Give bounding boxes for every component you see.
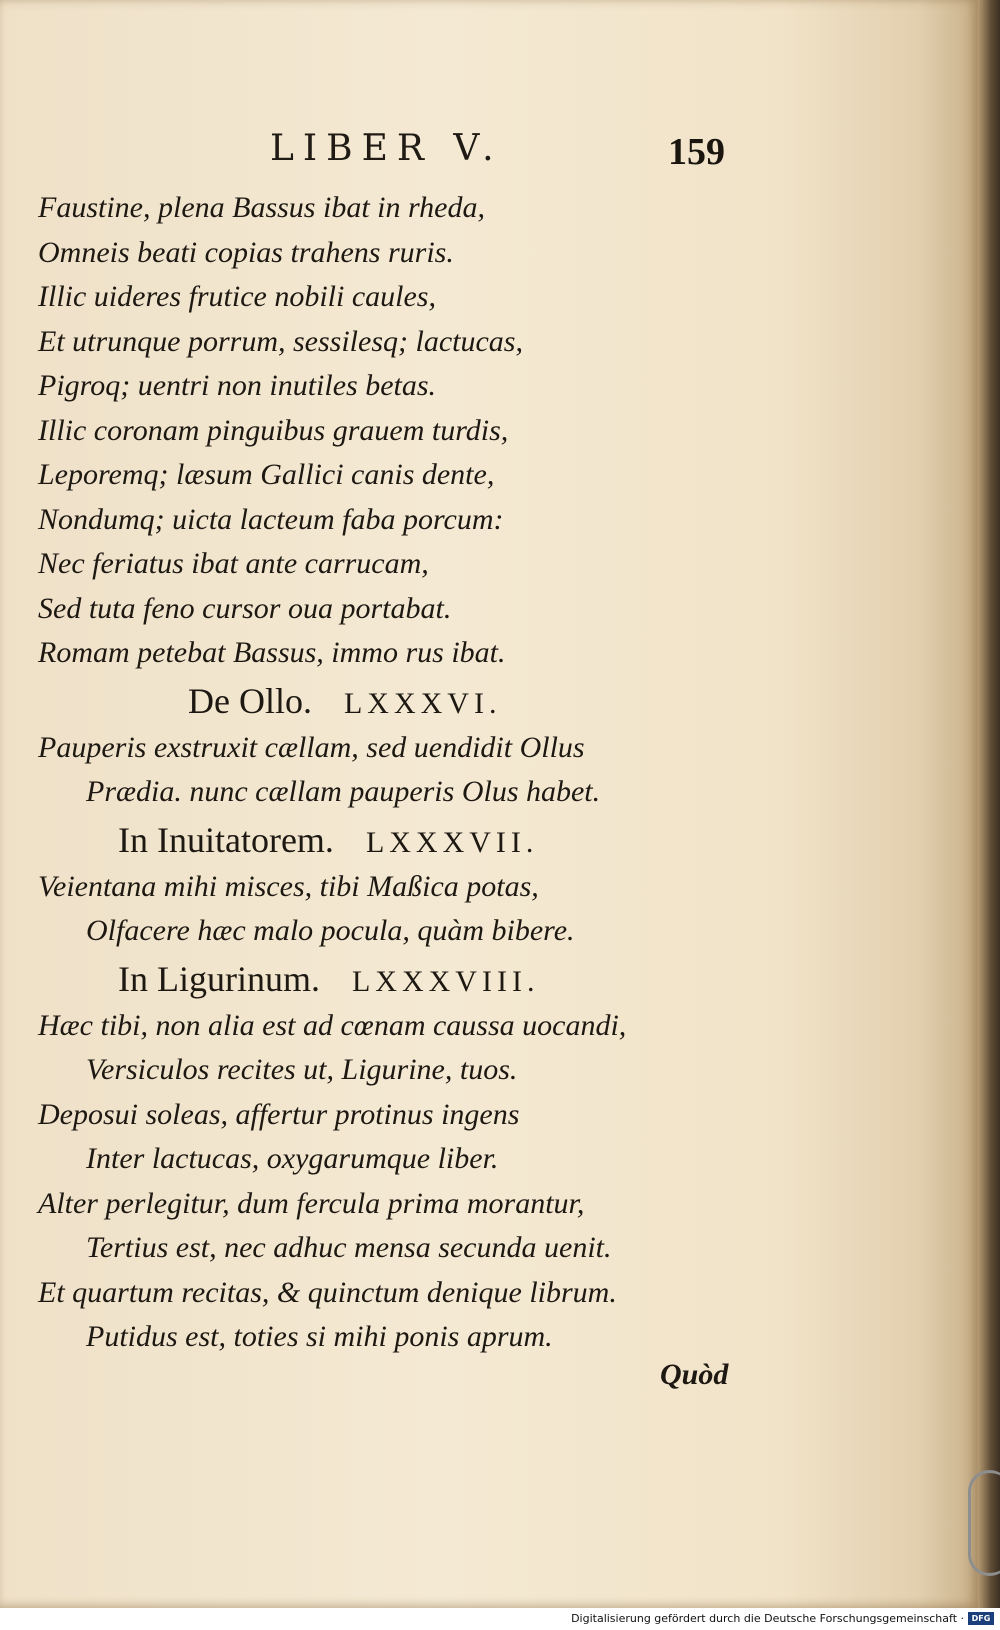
verse-line: Romam petebat Bassus, immo rus ibat. [38, 636, 506, 669]
funding-credit: Digitalisierung gefördert durch die Deutsche Forschungsgemeinschaft · [571, 1612, 964, 1625]
epigram-heading [38, 815, 938, 865]
epigram-title: In Inuitatorem. [118, 819, 334, 860]
page-header [0, 128, 978, 178]
epigram-heading [38, 676, 938, 726]
verse-line: Omneis beati copias trahens ruris. [38, 235, 454, 269]
epigram-number: LXXXVII. [365, 825, 539, 859]
page-number: 159 [668, 131, 725, 173]
verse-line: Hæc tibi, non alia est ad cœnam caussa uocandi, [38, 1008, 627, 1042]
verse-line: Illic uideres frutice nobili caules, [38, 280, 436, 313]
verse-line: Olfacere hæc malo pocula, quàm bibere. [86, 914, 575, 947]
verse-line: Nec feriatus ibat ante carrucam, [38, 547, 429, 580]
verse-line: Et quartum recitas, & quinctum denique librum. [38, 1275, 617, 1309]
verse-line: Deposui soleas, affertur protinus ingens [38, 1097, 520, 1131]
verse-line: Versiculos recites ut, Ligurine, tuos. [86, 1053, 518, 1086]
epigram-number: LXXXVI. [343, 686, 502, 720]
page-clip [968, 1470, 1000, 1576]
epigram-number: LXXXVIII. [351, 964, 540, 998]
epigram-title: De Ollo. [188, 680, 312, 721]
verse-line: Alter perlegitur, dum fercula prima morantur, [38, 1186, 585, 1220]
verse-line: Pigroq; uentri non inutiles betas. [38, 369, 437, 402]
epigram-title: In Ligurinum. [118, 958, 320, 999]
catchword: Quòd [660, 1358, 729, 1391]
epigram-heading [38, 954, 938, 1004]
running-title: LIBER V. [270, 128, 503, 169]
dfg-logo-icon: DFG [968, 1612, 994, 1625]
verse-line: Leporemq; læsum Gallici canis dente, [38, 458, 495, 491]
poem-text [38, 186, 938, 1360]
verse-line: Nondumq; uicta lacteum faba porcum: [38, 502, 504, 536]
verse-line: Et utrunque porrum, sessilesq; lactucas, [38, 324, 523, 358]
verse-line: Prædia. nunc cællam pauperis Olus habet. [86, 775, 601, 808]
book-fore-edge [978, 0, 1000, 1608]
verse-line: Sed tuta feno cursor oua portabat. [38, 591, 452, 625]
verse-line: Inter lactucas, oxygarumque liber. [86, 1142, 499, 1175]
verse-line: Pauperis exstruxit cællam, sed uendidit Ollus [38, 730, 585, 764]
verse-line: Veientana mihi misces, tibi Maßica potas, [38, 869, 539, 903]
verse-line: Tertius est, nec adhuc mensa secunda uenit. [86, 1231, 612, 1264]
digitization-footer [0, 1608, 1000, 1630]
verse-line: Illic coronam pinguibus grauem turdis, [38, 413, 509, 447]
verse-line: Faustine, plena Bassus ibat in rheda, [38, 191, 485, 224]
verse-line: Putidus est, toties si mihi ponis aprum. [86, 1320, 553, 1353]
